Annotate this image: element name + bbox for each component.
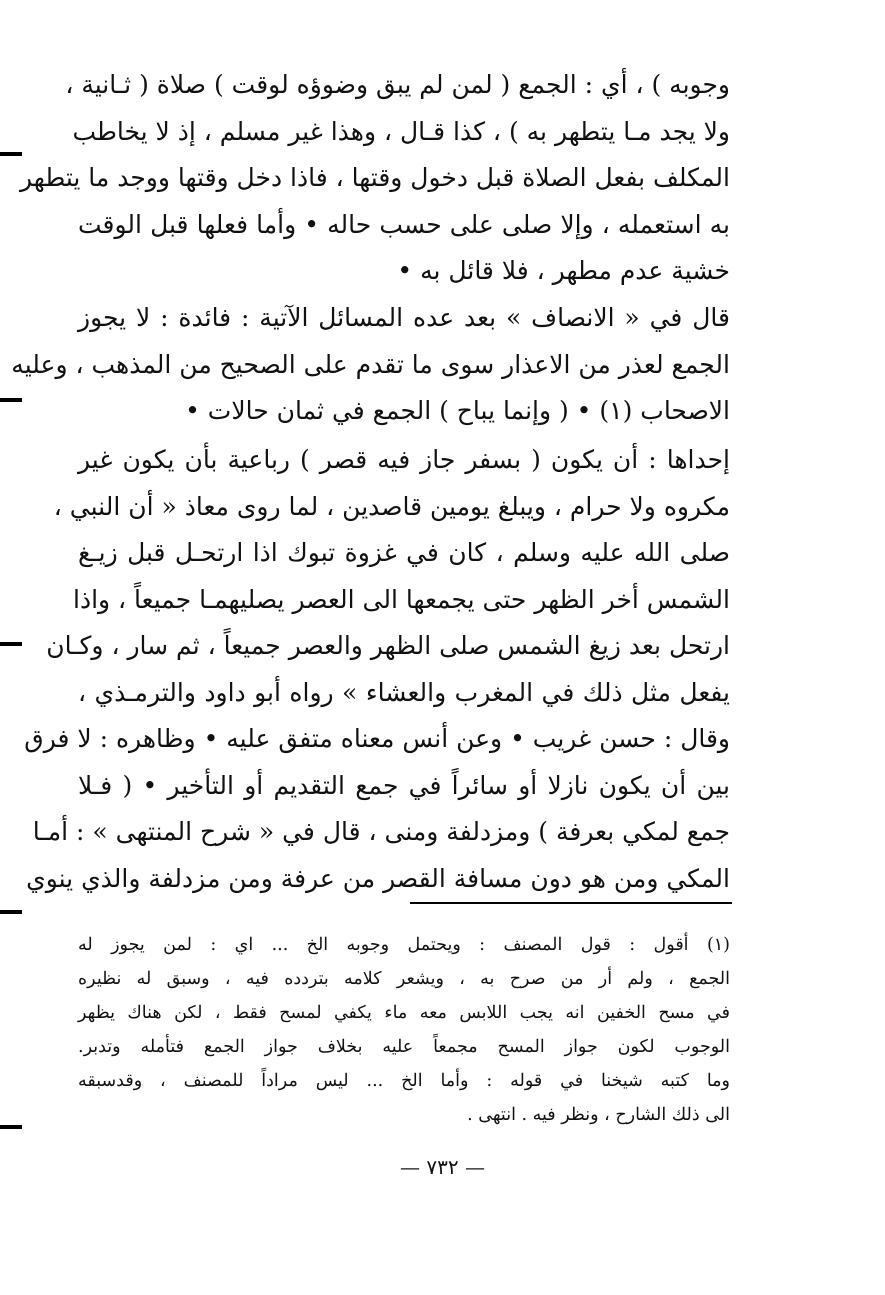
page-number: — ٧٣٢ — <box>400 1155 485 1179</box>
text-line: صلى الله عليه وسلم ، كان في غزوة تبوك اذا ارتحـل قبل زيـغ <box>78 538 730 567</box>
footnote <box>78 928 730 1132</box>
text-line: وجوبه ) ، أي : الجمع ( لمن لم يبق وضوؤه لوقت ) صلاة ( ثـانية ، <box>65 70 730 99</box>
margin-mark <box>0 642 22 646</box>
text-line: الجمع لعذر من الاعذار سوى ما تقدم على الصحيح من المذهب ، وعليه <box>11 349 730 379</box>
footnote-line: وما كتبه شيخنا في قوله : وأما الخ ... ليس مراداً للمصنف ، وقدسبقه <box>78 1071 730 1091</box>
text-line: يفعل مثل ذلك في المغرب والعشاء » رواه أبو داود والترمـذي ، <box>78 677 730 707</box>
text-line: الشمس أخر الظهر حتى يجمعها الى العصر يصليهمـا جميعاً ، واذا <box>73 584 730 614</box>
margin-mark <box>0 398 22 402</box>
text-line: ارتحل بعد زيغ الشمس صلى الظهر والعصر جميعاً ، ثم سار ، وكـان <box>46 631 730 660</box>
text-line: خشية عدم مطهر ، فلا قائل به • <box>397 256 730 285</box>
text-line: المكلف بفعل الصلاة قبل دخول وقتها ، فاذا دخل وقتها ووجد ما يتطهر <box>20 163 730 192</box>
paragraph-3 <box>24 437 730 902</box>
text-line: بين أن يكون نازلا أو سائراً في جمع التقديم أو التأخير • ( فـلا <box>78 770 730 800</box>
footnote-line: الوجوب لكون جواز المسح مجمعاً عليه بخلاف جواز الجمع فتأمله وتدبر. <box>78 1037 730 1057</box>
footnote-line: (١) أقول : قول المصنف : ويحتمل وجوبه الخ ... اي : لمن يجوز له <box>78 935 730 955</box>
text-line: به استعمله ، وإلا صلى على حسب حاله • وأما فعلها قبل الوقت <box>78 209 730 239</box>
footnote-line: الى ذلك الشارح ، ونظر فيه . انتهى . <box>467 1105 730 1125</box>
margin-mark <box>0 910 22 914</box>
paragraph-1 <box>20 62 730 295</box>
text-line: المكي ومن هو دون مسافة القصر من عرفة ومن مزدلفة والذي ينوي <box>26 863 730 893</box>
footnote-line: الجمع ، ولم أر من صرح به ، ويشعر كلامه بتردده فيه ، وسبق له نظيره <box>78 969 730 989</box>
text-line: مكروه ولا حرام ، ويبلغ يومين قاصدين ، لما روى معاذ « أن النبي ، <box>53 491 730 521</box>
footnote-line: في مسح الخفين انه يجب اللابس معه ماء يكفي لمسح فقط ، لكن هناك يظهر <box>78 1003 730 1023</box>
text-line: إحداها : أن يكون ( بسفر جاز فيه قصر ) رباعية بأن يكون غير <box>78 445 730 474</box>
paragraph-2 <box>11 295 730 435</box>
text-line: الاصحاب (١) • ( وإنما يباح ) الجمع في ثمان حالات • <box>185 396 730 425</box>
margin-mark <box>0 152 22 156</box>
text-line: جمع لمكي بعرفة ) ومزدلفة ومنى ، قال في « شرح المنتهى » : أمـا <box>32 817 730 846</box>
text-line: قال في « الانصاف » بعد عده المسائل الآتية : فائدة : لا يجوز <box>78 303 730 332</box>
text-line: ولا يجد مـا يتطهر به ) ، كذا قـال ، وهذا غير مسلم ، إذ لا يخاطب <box>72 116 730 146</box>
margin-mark <box>0 1125 22 1129</box>
text-line: وقال : حسن غريب • وعن أنس معناه متفق عليه • وظاهره : لا فرق <box>24 724 730 753</box>
footnote-separator <box>410 902 732 904</box>
